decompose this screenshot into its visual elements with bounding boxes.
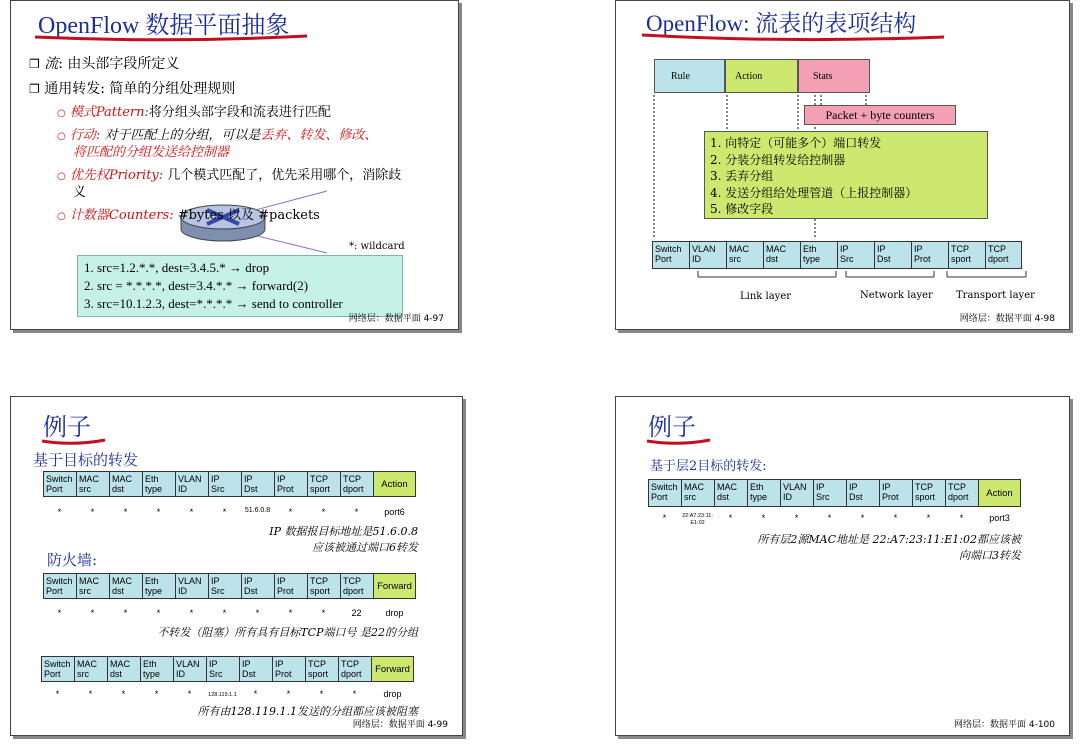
field-line: Port [655, 254, 672, 264]
hdr-line: dport [343, 586, 364, 596]
link-layer-label: Link layer [740, 291, 792, 302]
hdr-line: Dst [244, 586, 258, 596]
bullet-square-icon: ❐ [29, 82, 40, 96]
hdr-mac-src [74, 656, 107, 682]
sub-label: 计数器Counters: [69, 208, 174, 223]
field-line: type [803, 254, 821, 264]
hdr-tcp-dport [340, 471, 373, 497]
value-cell: * [761, 513, 766, 523]
field-ip-dst [874, 241, 911, 269]
hdr-line: ID [783, 492, 792, 502]
value-cell: * [57, 608, 62, 618]
hdr-switch-port [43, 573, 76, 599]
value-cell: * [187, 689, 192, 699]
hdr-ip-src [208, 573, 241, 599]
hdr-line: Prot [277, 586, 294, 596]
hdr-ip-dst [239, 656, 272, 682]
hdr-eth-type [747, 479, 780, 507]
result-cell: port6 [384, 507, 405, 517]
value-cell: * [189, 507, 194, 517]
value-cell: * [154, 689, 159, 699]
slide-4-100 [615, 396, 1070, 736]
value-cell: * [88, 689, 93, 699]
field-line: IP [877, 244, 886, 254]
field-tcp-dport [985, 241, 1022, 269]
hdr-line: Src [209, 669, 223, 679]
hdr-mac-dst [107, 656, 140, 682]
hdr-line: IP [244, 474, 253, 484]
hdr-line: Port [651, 492, 668, 502]
result-cell: drop [385, 608, 404, 618]
value-cell: * [354, 507, 359, 517]
hdr-line: Switch [44, 659, 71, 669]
bullet-flow [29, 53, 179, 73]
hdr-line: MAC [79, 576, 99, 586]
value-cell: 128.119.1.1 [208, 692, 237, 698]
example-table-1 [43, 471, 416, 497]
hdr-ip-dst [241, 471, 274, 497]
result-cell: drop [383, 689, 402, 699]
hdr-line: sport [310, 484, 331, 494]
hdr-line: ID [178, 586, 187, 596]
hdr-vlan-id [780, 479, 813, 507]
hdr-ip-src [208, 471, 241, 497]
action-item: 5. 修改字段 [710, 202, 774, 216]
hdr-tcp-sport [305, 656, 338, 682]
sub-text-red: 丢弃、转发、修改、 [260, 128, 378, 143]
hdr-eth-type [140, 656, 173, 682]
hdr-line: IP [211, 474, 220, 484]
table-1-values [43, 507, 416, 517]
action-item: 3. 丢弃分组 [710, 169, 774, 183]
sub-text: 几个模式匹配了，优先采用哪个，消除歧 [163, 168, 402, 183]
field-line: ID [692, 254, 701, 264]
value-cell: * [926, 513, 931, 523]
field-mac-src [726, 241, 763, 269]
sub-bullet-pattern [57, 101, 331, 120]
field-ip-prot [911, 241, 948, 269]
hdr-line: TCP [915, 482, 933, 492]
hdr-ip-prot [879, 479, 912, 507]
hdr-line: MAC [79, 474, 99, 484]
wildcard-note: *: wildcard [349, 241, 405, 252]
table-2-note: 不转发（阻塞）所有具有目标TCP端口号 是22的分组 [157, 626, 418, 639]
field-ip-src [837, 241, 874, 269]
hdr-line: IP [211, 576, 220, 586]
hdr-line: VLAN [178, 474, 202, 484]
value-cell: * [123, 608, 128, 618]
hdr-line: IP [244, 576, 253, 586]
hdr-line: Prot [882, 492, 899, 502]
hdr-line: type [145, 484, 163, 494]
actions-box [704, 131, 988, 219]
hdr-action: Action [978, 479, 1021, 507]
network-layer-label: Network layer [860, 290, 933, 301]
hdr-ip-prot [274, 471, 307, 497]
slide-title: OpenFlow: 流表的表项结构 [646, 11, 917, 36]
sub-text: #bytes 以及 #packets [173, 208, 320, 223]
hdr-line: TCP [343, 576, 361, 586]
field-line: TCP [951, 244, 969, 254]
sub-label: 模式Pattern: [69, 105, 149, 120]
slide-footer: 网络层：数据平面 4-98 [959, 314, 1055, 324]
field-line: dport [988, 254, 1009, 264]
slide-4-97 [10, 0, 459, 330]
slide-footer: 网络层：数据平面 4-97 [348, 314, 444, 324]
hdr-line: IP [275, 659, 284, 669]
action-item: 1. 向特定（可能多个）端口转发 [710, 136, 882, 150]
value-cell: * [121, 689, 126, 699]
hdr-forward: Forward [373, 573, 416, 599]
value-cell: * [286, 689, 291, 699]
value-cell: * [222, 608, 227, 618]
l2-note-line1: 所有层2源MAC地址是 22:A7:23:11:E1:02都应该被 [757, 533, 1021, 546]
field-line: Switch [655, 244, 682, 254]
sub-bullet-priority [57, 164, 401, 183]
field-line: src [729, 254, 741, 264]
hdr-line: IP [277, 576, 286, 586]
value-cell: * [253, 689, 258, 699]
field-line: IP [914, 244, 923, 254]
hdr-line: dst [110, 669, 123, 679]
bullet-generic-forwarding [29, 78, 235, 98]
hdr-line: Eth [145, 576, 159, 586]
hdr-line: dport [343, 484, 364, 494]
value-cell: * [90, 507, 95, 517]
hdr-ip-prot [272, 656, 305, 682]
value-cell: * [156, 608, 161, 618]
value-cell: * [352, 689, 357, 699]
hdr-line: MAC [112, 576, 132, 586]
rule-2: 2. src = *.*.*.*, dest=3.4.*.* → forward(2) [84, 278, 309, 293]
hdr-line: Port [44, 669, 61, 679]
field-line: dst [766, 254, 779, 264]
hdr-line: TCP [308, 659, 326, 669]
hdr-line: sport [915, 492, 936, 502]
hdr-line: Dst [849, 492, 863, 502]
hdr-line: type [143, 669, 161, 679]
circle-bullet-icon: ○ [57, 211, 66, 222]
hdr-action: Action [373, 471, 416, 497]
hdr-switch-port [41, 656, 74, 682]
hdr-line: TCP [310, 474, 328, 484]
hdr-line: sport [308, 669, 329, 679]
hdr-line: dst [112, 586, 125, 596]
field-switch-port [652, 241, 689, 269]
hdr-line: MAC [112, 474, 132, 484]
hdr-tcp-sport [912, 479, 945, 507]
counters-box: Packet + byte counters [804, 105, 956, 125]
value-cell: * [288, 507, 293, 517]
subtitle-l2-forwarding: 基于层2目标的转发: [650, 459, 767, 474]
field-line: Dst [877, 254, 891, 264]
hdr-line: type [750, 492, 768, 502]
value-cell: * [255, 608, 260, 618]
value-cell: * [321, 608, 326, 618]
hdr-mac-dst [109, 471, 142, 497]
hdr-ip-src [206, 656, 239, 682]
hdr-line: ID [178, 484, 187, 494]
value-cell: * [860, 513, 865, 523]
slide-4-98 [615, 0, 1070, 330]
hdr-line: ID [176, 669, 185, 679]
hdr-line: src [79, 484, 91, 494]
sub-text: 对于匹配上的分组，可以是 [100, 128, 261, 143]
sub-bullet-counters [57, 204, 320, 223]
circle-bullet-icon: ○ [57, 131, 66, 142]
hdr-vlan-id [173, 656, 206, 682]
value-cell: * [57, 507, 62, 517]
hdr-line: Src [816, 492, 830, 502]
rule-3: 3. src=10.1.2.3, dest=*.*.*.* → send to controller [84, 296, 343, 311]
value-cell: 22 [351, 608, 362, 618]
table-1-note-line2: 应该被通过端口6转发 [312, 541, 418, 554]
field-vlan-id [689, 241, 726, 269]
action-box: Action [725, 59, 798, 93]
rules-box [77, 255, 403, 317]
hdr-tcp-sport [307, 573, 340, 599]
hdr-ip-dst [846, 479, 879, 507]
field-line: Eth [803, 244, 817, 254]
field-line: Prot [914, 254, 931, 264]
hdr-line: Switch [46, 576, 73, 586]
hdr-line: Port [46, 586, 63, 596]
slide-title: 例子 [43, 415, 91, 441]
hdr-ip-src [813, 479, 846, 507]
value-cell: * [90, 608, 95, 618]
hdr-eth-type [142, 573, 175, 599]
hdr-tcp-sport [307, 471, 340, 497]
hdr-ip-dst [241, 573, 274, 599]
hdr-line: VLAN [178, 576, 202, 586]
hdr-line: Port [46, 484, 63, 494]
table-3-values [41, 689, 414, 701]
hdr-forward: Forward [371, 656, 414, 682]
hdr-line: Src [211, 586, 225, 596]
hdr-ip-prot [274, 573, 307, 599]
title-underline [644, 435, 714, 447]
value-cell: * [288, 608, 293, 618]
field-line: IP [840, 244, 849, 254]
field-tcp-sport [948, 241, 985, 269]
hdr-line: Eth [145, 474, 159, 484]
hdr-line: IP [816, 482, 825, 492]
hdr-line: MAC [77, 659, 97, 669]
hdr-line: Switch [46, 474, 73, 484]
hdr-mac-dst [109, 573, 142, 599]
sub-text: 将分组头部字段和流表进行匹配 [148, 105, 331, 120]
value-cell: * [794, 513, 799, 523]
hdr-line: dst [717, 492, 730, 502]
hdr-line: src [79, 586, 91, 596]
hdr-line: TCP [948, 482, 966, 492]
value-cell: * [123, 507, 128, 517]
subtitle-firewall: 防火墙: [47, 551, 98, 569]
hdr-line: MAC [717, 482, 737, 492]
value-cell: * [321, 507, 326, 517]
table-2-values [43, 608, 416, 618]
hdr-line: Prot [275, 669, 292, 679]
slide-footer: 网络层：数据平面 4-100 [953, 720, 1055, 730]
l2-note-line2: 向端口3转发 [959, 549, 1021, 562]
hdr-line: Src [211, 484, 225, 494]
sub-bullet-action-line2: 将匹配的分组发送给控制器 [73, 145, 230, 160]
value-cell: * [728, 513, 733, 523]
hdr-line: dst [112, 484, 125, 494]
result-cell: port3 [989, 513, 1010, 523]
hdr-line: src [684, 492, 696, 502]
hdr-mac-dst [714, 479, 747, 507]
table-1-note-line1: IP 数据报目标地址是51.6.0.8 [269, 525, 418, 538]
field-line: MAC [766, 244, 786, 254]
hdr-tcp-dport [945, 479, 978, 507]
hdr-line: dport [341, 669, 362, 679]
hdr-line: Eth [143, 659, 157, 669]
hdr-line: Dst [244, 484, 258, 494]
field-line: TCP [988, 244, 1006, 254]
example-table-l2 [648, 479, 1021, 507]
field-eth-type [800, 241, 837, 269]
action-item: 2. 分装分组转发给控制器 [710, 152, 846, 167]
value-cell: * [827, 513, 832, 523]
rule-box: Rule [654, 59, 725, 93]
example-table-3 [41, 656, 414, 682]
subtitle-dest-forwarding: 基于目标的转发 [33, 451, 139, 469]
hdr-tcp-dport [338, 656, 371, 682]
value-cell: * [319, 689, 324, 699]
sub-bullet-priority-line2: 义 [73, 185, 87, 200]
value-cell: * [156, 507, 161, 517]
bullet-text: : 由头部字段所定义 [58, 56, 180, 72]
value-cell: 51.6.0.8 [244, 507, 271, 514]
stats-box: Stats [798, 59, 870, 93]
bullet-text: 通用转发: 简单的分组处理规则 [44, 81, 236, 97]
hdr-line: VLAN [783, 482, 807, 492]
field-line: sport [951, 254, 972, 264]
transport-layer-label: Transport layer [956, 290, 1035, 301]
slide-title: 例子 [648, 415, 696, 441]
hdr-line: IP [209, 659, 218, 669]
hdr-tcp-dport [340, 573, 373, 599]
slide-title: OpenFlow 数据平面抽象 [38, 13, 290, 39]
hdr-line: MAC [684, 482, 704, 492]
field-line: MAC [729, 244, 749, 254]
hdr-line: Dst [242, 669, 256, 679]
hdr-switch-port [648, 479, 681, 507]
hdr-line: Switch [651, 482, 678, 492]
value-cell: * [662, 513, 667, 523]
value-cell: 22:A7:23:11:E1:02 [682, 513, 713, 526]
flow-fields-row [652, 241, 1022, 269]
hdr-switch-port [43, 471, 76, 497]
field-mac-dst [763, 241, 800, 269]
hdr-line: sport [310, 586, 331, 596]
hdr-line: IP [242, 659, 251, 669]
value-cell: * [55, 689, 60, 699]
slide-4-99 [10, 396, 463, 736]
example-table-2 [43, 573, 416, 599]
hdr-mac-src [76, 471, 109, 497]
title-underline [31, 31, 311, 43]
hdr-line: Prot [277, 484, 294, 494]
hdr-line: type [145, 586, 163, 596]
hdr-vlan-id [175, 573, 208, 599]
hdr-line: IP [849, 482, 858, 492]
sub-label: 优先权Priority: [69, 168, 164, 183]
hdr-vlan-id [175, 471, 208, 497]
hdr-line: dport [948, 492, 969, 502]
field-line: VLAN [692, 244, 716, 254]
value-cell: * [222, 507, 227, 517]
hdr-mac-src [76, 573, 109, 599]
hdr-line: src [77, 669, 89, 679]
hdr-line: IP [277, 474, 286, 484]
hdr-line: TCP [341, 659, 359, 669]
value-cell: * [189, 608, 194, 618]
circle-bullet-icon: ○ [57, 108, 66, 119]
slide-footer: 网络层：数据平面 4-99 [352, 720, 448, 730]
hdr-line: Eth [750, 482, 764, 492]
hdr-line: TCP [343, 474, 361, 484]
title-underline [39, 435, 109, 447]
hdr-line: MAC [110, 659, 130, 669]
rule-1: 1. src=1.2.*.*, dest=3.4.5.* → drop [84, 260, 270, 275]
hdr-mac-src [681, 479, 714, 507]
hdr-line: IP [882, 482, 891, 492]
bullet-label: 流 [44, 56, 59, 72]
hdr-eth-type [142, 471, 175, 497]
hdr-line: TCP [310, 576, 328, 586]
field-line: Src [840, 254, 854, 264]
hdr-line: VLAN [176, 659, 200, 669]
circle-bullet-icon: ○ [57, 171, 66, 182]
table-l2-values [648, 513, 1021, 527]
table-3-note: 所有由128.119.1.1发送的分组都应该被阻塞 [197, 705, 418, 718]
sub-label: 行动: [69, 128, 101, 143]
action-item: 4. 发送分组给处理管道（上报控制器） [710, 185, 918, 200]
value-cell: * [959, 513, 964, 523]
bullet-square-icon: ❐ [29, 57, 40, 71]
value-cell: * [893, 513, 898, 523]
